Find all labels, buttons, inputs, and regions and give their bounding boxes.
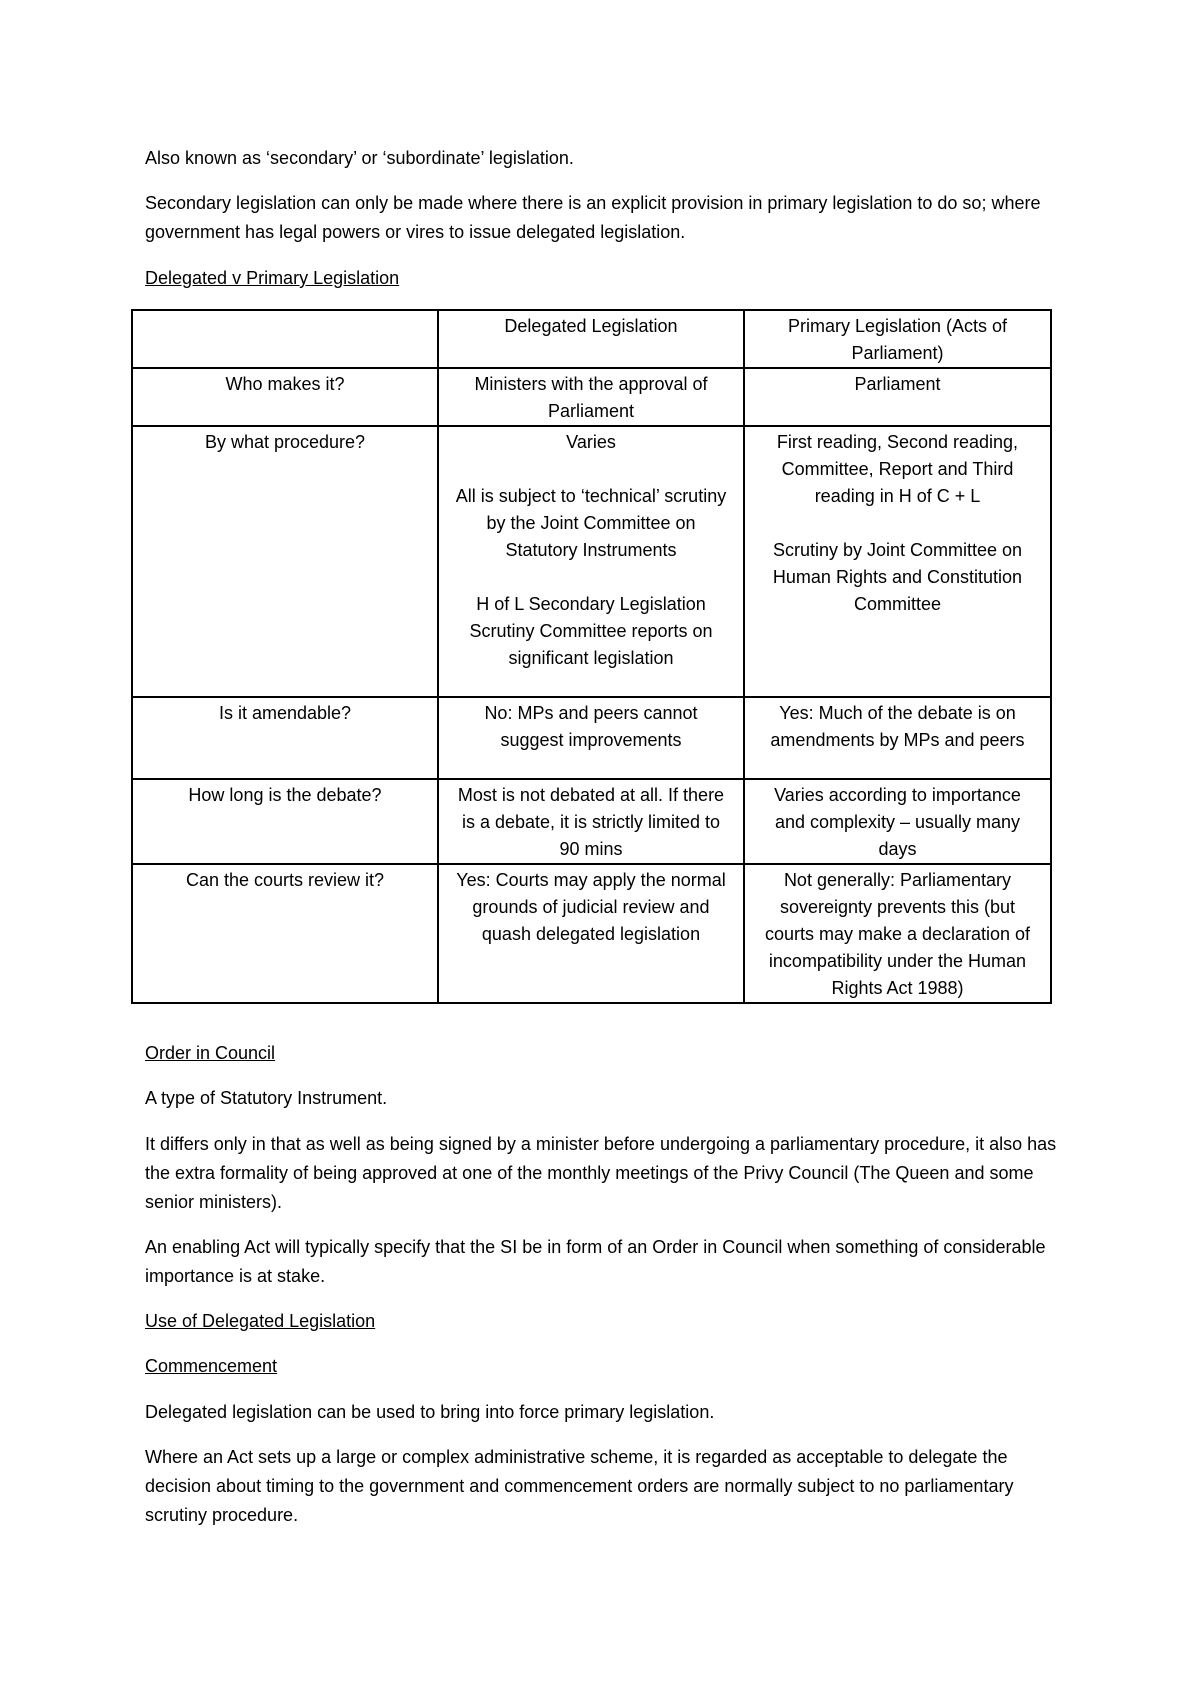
- row-delegated-cell: Yes: Courts may apply the normal grounds of judicial review and quash delegated legislation: [438, 864, 744, 1003]
- row-question-cell: How long is the debate?: [132, 779, 438, 864]
- table-row: [132, 368, 1051, 426]
- row-primary-cell: [744, 426, 1051, 697]
- table-row: [132, 426, 1051, 697]
- header-primary-cell: Primary Legislation (Acts of Parliament): [744, 310, 1051, 368]
- row-primary-cell: Parliament: [744, 368, 1051, 426]
- table-row: [132, 697, 1051, 779]
- row-question-cell: Can the courts review it?: [132, 864, 438, 1003]
- commencement-subheading: Commencement: [145, 1356, 278, 1376]
- procedure-delegated-technical-scrutiny: All is subject to ‘technical’ scrutiny by the Joint Committee on Statutory Instruments: [455, 486, 727, 560]
- procedure-delegated-varies: Varies: [566, 432, 616, 452]
- row-question-cell: By what procedure?: [132, 426, 438, 697]
- order-in-council-p3: An enabling Act will typically specify that the SI be in form of an Order in Council when something of considerable importance is at stake.: [145, 1237, 1046, 1286]
- order-in-council-p1: A type of Statutory Instrument.: [145, 1088, 388, 1108]
- table-row: [132, 864, 1051, 1003]
- row-primary-cell: Yes: Much of the debate is on amendments by MPs and peers: [744, 697, 1051, 779]
- order-in-council-heading: Order in Council: [145, 1043, 276, 1063]
- procedure-primary-scrutiny: Scrutiny by Joint Committee on Human Rights and Constitution Committee: [772, 540, 1023, 614]
- intro-also-known: Also known as ‘secondary’ or ‘subordinate’ legislation.: [145, 148, 574, 168]
- table-row: [132, 779, 1051, 864]
- commencement-p1: Delegated legislation can be used to bring into force primary legislation.: [145, 1402, 715, 1422]
- procedure-delegated-lords-committee: H of L Secondary Legislation Scrutiny Committee reports on significant legislation: [469, 594, 713, 668]
- intro-secondary-paragraph: Secondary legislation can only be made where there is an explicit provision in primary legislation to do so; where government has legal powers or vires to issue delegated legislation.: [145, 193, 1041, 242]
- header-blank-cell: [132, 310, 438, 368]
- row-delegated-cell: Most is not debated at all. If there is a debate, it is strictly limited to 90 mins: [438, 779, 744, 864]
- row-delegated-cell: No: MPs and peers cannot suggest improvements: [438, 697, 744, 779]
- row-primary-cell: Varies according to importance and complexity – usually many days: [744, 779, 1051, 864]
- row-primary-cell: Not generally: Parliamentary sovereignty prevents this (but courts may make a declaration of incompatibility under the Human Rights Act 1988): [744, 864, 1051, 1003]
- row-delegated-cell: [438, 426, 744, 697]
- row-question-cell: Is it amendable?: [132, 697, 438, 779]
- table-header-row: [132, 310, 1051, 368]
- procedure-primary-readings: First reading, Second reading, Committee, Report and Third reading in H of C + L: [776, 432, 1019, 506]
- row-question-cell: Who makes it?: [132, 368, 438, 426]
- row-delegated-cell: Ministers with the approval of Parliament: [438, 368, 744, 426]
- comparison-table: [131, 309, 1052, 1004]
- header-delegated-cell: Delegated Legislation: [438, 310, 744, 368]
- use-of-delegated-heading: Use of Delegated Legislation: [145, 1311, 376, 1331]
- comparison-heading: Delegated v Primary Legislation: [145, 268, 400, 288]
- order-in-council-p2: It differs only in that as well as being signed by a minister before undergoing a parliamentary procedure, it also has the extra formality of being approved at one of the monthly meetings of the Privy Council (The Queen and some senior ministers).: [145, 1134, 1057, 1212]
- commencement-p2: Where an Act sets up a large or complex administrative scheme, it is regarded as acceptable to delegate the decision about timing to the government and commencement orders are normally subject to no parliamentary scrutiny procedure.: [145, 1447, 1014, 1525]
